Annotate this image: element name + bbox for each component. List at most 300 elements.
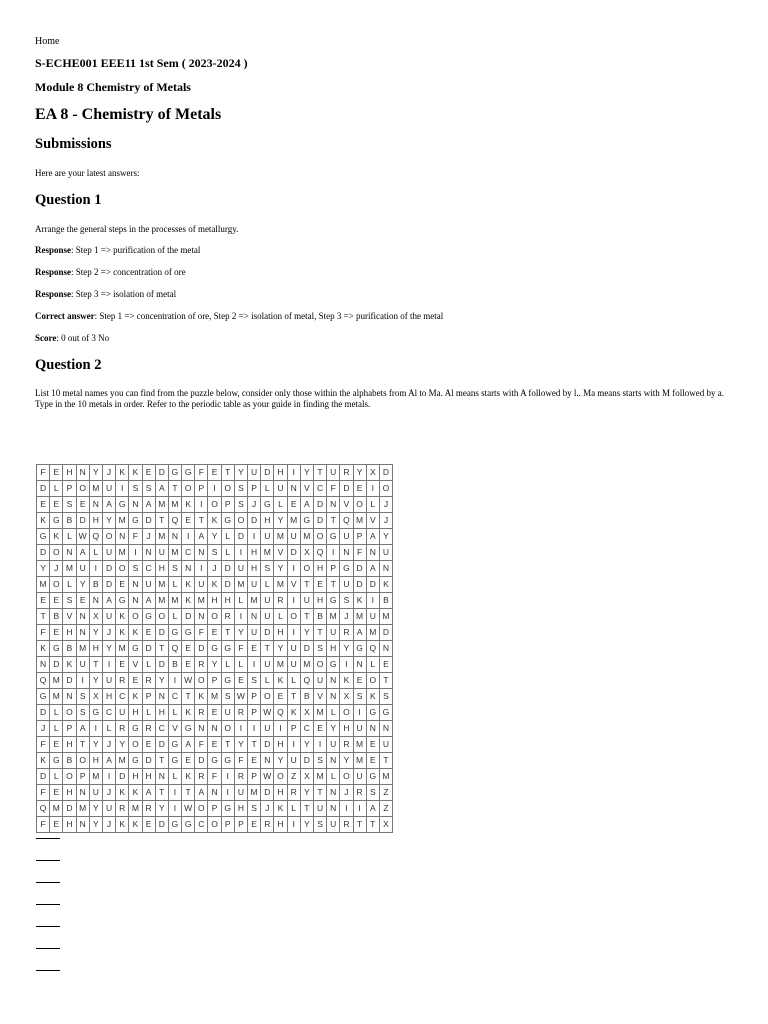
- puzzle-cell: Y: [208, 657, 221, 673]
- puzzle-cell: F: [208, 769, 221, 785]
- puzzle-cell: I: [182, 529, 195, 545]
- puzzle-cell: O: [366, 673, 379, 689]
- puzzle-cell: P: [353, 529, 366, 545]
- puzzle-cell: T: [37, 609, 50, 625]
- puzzle-cell: H: [155, 561, 168, 577]
- puzzle-cell: C: [142, 561, 155, 577]
- puzzle-cell: U: [313, 673, 326, 689]
- puzzle-cell: O: [129, 609, 142, 625]
- puzzle-cell: K: [129, 785, 142, 801]
- puzzle-cell: O: [379, 481, 392, 497]
- puzzle-cell: M: [353, 513, 366, 529]
- puzzle-cell: G: [182, 465, 195, 481]
- puzzle-cell: I: [168, 801, 181, 817]
- puzzle-cell: M: [248, 593, 261, 609]
- puzzle-cell: Y: [234, 737, 247, 753]
- puzzle-cell: L: [261, 673, 274, 689]
- puzzle-cell: I: [248, 529, 261, 545]
- puzzle-cell: T: [300, 609, 313, 625]
- puzzle-cell: D: [261, 737, 274, 753]
- answer-blank: [36, 838, 60, 839]
- puzzle-cell: G: [129, 753, 142, 769]
- puzzle-cell: N: [287, 481, 300, 497]
- puzzle-cell: O: [340, 769, 353, 785]
- puzzle-cell: K: [37, 753, 50, 769]
- puzzle-cell: Z: [379, 801, 392, 817]
- puzzle-cell: M: [366, 625, 379, 641]
- puzzle-cell: M: [353, 753, 366, 769]
- puzzle-cell: X: [89, 609, 102, 625]
- puzzle-cell: U: [102, 609, 115, 625]
- puzzle-cell: D: [37, 481, 50, 497]
- puzzle-cell: G: [129, 641, 142, 657]
- puzzle-cell: U: [102, 545, 115, 561]
- puzzle-cell: P: [208, 801, 221, 817]
- puzzle-cell: D: [366, 577, 379, 593]
- puzzle-cell: Y: [327, 721, 340, 737]
- puzzle-cell: U: [221, 705, 234, 721]
- puzzle-cell: H: [63, 625, 76, 641]
- puzzle-cell: V: [300, 481, 313, 497]
- puzzle-cell: M: [129, 801, 142, 817]
- puzzle-cell: A: [142, 497, 155, 513]
- puzzle-cell: H: [274, 465, 287, 481]
- puzzle-cell: X: [300, 705, 313, 721]
- puzzle-cell: P: [327, 561, 340, 577]
- puzzle-cell: U: [142, 577, 155, 593]
- puzzle-cell: E: [50, 465, 63, 481]
- answer-blank: [36, 970, 60, 971]
- puzzle-cell: P: [248, 705, 261, 721]
- puzzle-cell: E: [50, 817, 63, 833]
- puzzle-cell: N: [327, 497, 340, 513]
- puzzle-row: [37, 785, 393, 801]
- puzzle-cell: I: [221, 769, 234, 785]
- breadcrumb-home[interactable]: Home: [35, 36, 60, 47]
- puzzle-cell: Z: [287, 769, 300, 785]
- puzzle-cell: H: [63, 785, 76, 801]
- puzzle-cell: D: [340, 481, 353, 497]
- response-1: [35, 245, 200, 255]
- puzzle-cell: D: [155, 465, 168, 481]
- puzzle-cell: D: [37, 769, 50, 785]
- puzzle-cell: M: [50, 801, 63, 817]
- puzzle-cell: P: [248, 481, 261, 497]
- puzzle-cell: U: [327, 625, 340, 641]
- puzzle-cell: Y: [208, 529, 221, 545]
- puzzle-cell: K: [195, 689, 208, 705]
- puzzle-cell: E: [313, 577, 326, 593]
- puzzle-cell: G: [50, 641, 63, 657]
- puzzle-cell: O: [50, 577, 63, 593]
- puzzle-cell: Q: [37, 673, 50, 689]
- puzzle-cell: Z: [379, 785, 392, 801]
- puzzle-cell: T: [155, 753, 168, 769]
- puzzle-cell: K: [182, 577, 195, 593]
- puzzle-cell: A: [142, 785, 155, 801]
- puzzle-cell: D: [63, 801, 76, 817]
- response-label: Response: [35, 289, 72, 299]
- puzzle-cell: I: [129, 545, 142, 561]
- response-value: : Step 2 => concentration of ore: [71, 267, 186, 277]
- puzzle-cell: Q: [274, 705, 287, 721]
- puzzle-cell: O: [63, 705, 76, 721]
- puzzle-cell: O: [353, 497, 366, 513]
- puzzle-cell: S: [340, 593, 353, 609]
- puzzle-cell: L: [142, 657, 155, 673]
- puzzle-row: [37, 609, 393, 625]
- puzzle-cell: Q: [168, 513, 181, 529]
- puzzle-cell: M: [89, 769, 102, 785]
- puzzle-cell: K: [182, 593, 195, 609]
- puzzle-cell: U: [248, 465, 261, 481]
- puzzle-cell: R: [116, 721, 129, 737]
- puzzle-cell: H: [129, 705, 142, 721]
- puzzle-cell: O: [63, 769, 76, 785]
- puzzle-cell: M: [195, 593, 208, 609]
- puzzle-cell: S: [208, 545, 221, 561]
- puzzle-cell: E: [76, 593, 89, 609]
- puzzle-cell: L: [221, 657, 234, 673]
- puzzle-cell: V: [287, 577, 300, 593]
- puzzle-cell: D: [221, 577, 234, 593]
- puzzle-cell: H: [274, 737, 287, 753]
- puzzle-cell: A: [366, 529, 379, 545]
- puzzle-cell: O: [313, 657, 326, 673]
- puzzle-cell: I: [221, 785, 234, 801]
- puzzle-cell: A: [76, 545, 89, 561]
- puzzle-cell: Q: [300, 673, 313, 689]
- puzzle-cell: U: [76, 561, 89, 577]
- puzzle-cell: Y: [274, 513, 287, 529]
- puzzle-cell: I: [287, 817, 300, 833]
- response-2: [35, 267, 186, 277]
- puzzle-cell: M: [37, 577, 50, 593]
- puzzle-cell: N: [340, 545, 353, 561]
- puzzle-cell: F: [195, 737, 208, 753]
- puzzle-cell: J: [102, 625, 115, 641]
- puzzle-cell: G: [300, 513, 313, 529]
- correct-answer: [35, 311, 443, 321]
- puzzle-cell: P: [142, 689, 155, 705]
- puzzle-cell: N: [129, 577, 142, 593]
- puzzle-cell: U: [300, 593, 313, 609]
- puzzle-cell: N: [379, 561, 392, 577]
- puzzle-cell: N: [37, 657, 50, 673]
- puzzle-cell: M: [327, 609, 340, 625]
- puzzle-cell: O: [208, 497, 221, 513]
- puzzle-cell: U: [287, 641, 300, 657]
- puzzle-cell: F: [195, 625, 208, 641]
- puzzle-cell: R: [234, 769, 247, 785]
- puzzle-cell: K: [340, 673, 353, 689]
- puzzle-cell: G: [327, 657, 340, 673]
- puzzle-cell: E: [50, 785, 63, 801]
- puzzle-row: [37, 737, 393, 753]
- puzzle-cell: X: [366, 465, 379, 481]
- puzzle-cell: U: [195, 577, 208, 593]
- response-label: Response: [35, 245, 72, 255]
- puzzle-cell: Y: [234, 625, 247, 641]
- puzzle-cell: E: [274, 689, 287, 705]
- puzzle-row: [37, 769, 393, 785]
- question-2-text: List 10 metal names you can find from the puzzle below, consider only those within the alphabets from Al to Ma. Al means starts with A followed by l.. Ma means starts with M followed by a. Type in the 10 metals in order. Refer to the periodic table as your guide in finding the metals.: [35, 388, 725, 409]
- puzzle-cell: E: [287, 497, 300, 513]
- puzzle-cell: I: [234, 721, 247, 737]
- puzzle-cell: M: [50, 673, 63, 689]
- puzzle-cell: E: [182, 513, 195, 529]
- puzzle-cell: N: [89, 593, 102, 609]
- puzzle-cell: F: [327, 481, 340, 497]
- puzzle-cell: E: [142, 817, 155, 833]
- puzzle-cell: H: [261, 513, 274, 529]
- puzzle-cell: E: [182, 657, 195, 673]
- puzzle-cell: D: [313, 513, 326, 529]
- puzzle-cell: N: [327, 689, 340, 705]
- puzzle-cell: N: [353, 657, 366, 673]
- answer-blank: [36, 904, 60, 905]
- puzzle-cell: O: [50, 545, 63, 561]
- submissions-heading: Submissions: [35, 136, 112, 152]
- puzzle-cell: D: [261, 465, 274, 481]
- puzzle-cell: O: [274, 769, 287, 785]
- puzzle-cell: G: [168, 737, 181, 753]
- puzzle-cell: U: [287, 657, 300, 673]
- puzzle-cell: J: [102, 737, 115, 753]
- puzzle-cell: Y: [89, 673, 102, 689]
- puzzle-cell: U: [274, 481, 287, 497]
- puzzle-cell: N: [261, 753, 274, 769]
- puzzle-cell: K: [208, 513, 221, 529]
- puzzle-cell: G: [366, 705, 379, 721]
- puzzle-cell: K: [116, 625, 129, 641]
- puzzle-cell: P: [63, 481, 76, 497]
- puzzle-cell: T: [182, 689, 195, 705]
- puzzle-cell: I: [340, 657, 353, 673]
- question-1-heading: Question 1: [35, 192, 102, 208]
- puzzle-cell: R: [195, 705, 208, 721]
- puzzle-cell: E: [248, 817, 261, 833]
- puzzle-cell: O: [76, 481, 89, 497]
- puzzle-row: [37, 513, 393, 529]
- puzzle-cell: U: [261, 593, 274, 609]
- puzzle-cell: I: [168, 785, 181, 801]
- puzzle-cell: U: [379, 545, 392, 561]
- puzzle-cell: F: [37, 817, 50, 833]
- puzzle-row: [37, 817, 393, 833]
- puzzle-cell: K: [129, 625, 142, 641]
- puzzle-cell: E: [208, 737, 221, 753]
- puzzle-cell: N: [168, 529, 181, 545]
- puzzle-cell: Y: [300, 817, 313, 833]
- puzzle-cell: M: [116, 545, 129, 561]
- puzzle-cell: S: [353, 689, 366, 705]
- puzzle-cell: E: [182, 641, 195, 657]
- puzzle-cell: U: [89, 785, 102, 801]
- puzzle-cell: M: [155, 497, 168, 513]
- puzzle-cell: S: [63, 593, 76, 609]
- puzzle-cell: X: [89, 689, 102, 705]
- puzzle-cell: V: [274, 545, 287, 561]
- puzzle-cell: U: [234, 785, 247, 801]
- puzzle-cell: G: [379, 705, 392, 721]
- puzzle-cell: D: [353, 561, 366, 577]
- puzzle-cell: J: [208, 561, 221, 577]
- puzzle-cell: H: [274, 625, 287, 641]
- puzzle-cell: S: [248, 801, 261, 817]
- puzzle-cell: I: [287, 593, 300, 609]
- puzzle-cell: D: [142, 513, 155, 529]
- puzzle-cell: K: [182, 497, 195, 513]
- puzzle-cell: M: [116, 753, 129, 769]
- puzzle-cell: E: [234, 673, 247, 689]
- puzzle-cell: X: [300, 545, 313, 561]
- puzzle-cell: B: [168, 657, 181, 673]
- puzzle-cell: J: [102, 817, 115, 833]
- puzzle-cell: T: [261, 641, 274, 657]
- puzzle-cell: L: [327, 705, 340, 721]
- puzzle-cell: L: [234, 657, 247, 673]
- puzzle-cell: E: [50, 497, 63, 513]
- puzzle-cell: U: [248, 577, 261, 593]
- puzzle-cell: N: [76, 817, 89, 833]
- puzzle-cell: O: [287, 609, 300, 625]
- puzzle-cell: R: [340, 817, 353, 833]
- puzzle-cell: R: [274, 593, 287, 609]
- puzzle-cell: Y: [102, 513, 115, 529]
- puzzle-cell: J: [379, 513, 392, 529]
- puzzle-cell: M: [287, 513, 300, 529]
- puzzle-cell: L: [168, 705, 181, 721]
- word-search-puzzle: [36, 464, 393, 833]
- puzzle-cell: B: [89, 577, 102, 593]
- puzzle-cell: B: [300, 689, 313, 705]
- puzzle-cell: M: [155, 593, 168, 609]
- puzzle-cell: S: [379, 689, 392, 705]
- puzzle-cell: D: [50, 657, 63, 673]
- puzzle-cell: H: [89, 513, 102, 529]
- puzzle-cell: L: [89, 545, 102, 561]
- puzzle-cell: M: [234, 577, 247, 593]
- puzzle-cell: T: [182, 785, 195, 801]
- puzzle-cell: N: [379, 721, 392, 737]
- puzzle-cell: Y: [155, 673, 168, 689]
- puzzle-row: [37, 753, 393, 769]
- puzzle-cell: M: [300, 657, 313, 673]
- module-title: Module 8 Chemistry of Metals: [35, 80, 191, 94]
- puzzle-cell: E: [50, 593, 63, 609]
- puzzle-cell: K: [182, 705, 195, 721]
- puzzle-cell: K: [274, 673, 287, 689]
- puzzle-cell: J: [37, 721, 50, 737]
- puzzle-cell: C: [155, 721, 168, 737]
- puzzle-row: [37, 721, 393, 737]
- puzzle-cell: V: [366, 513, 379, 529]
- puzzle-cell: D: [37, 545, 50, 561]
- puzzle-cell: A: [76, 721, 89, 737]
- puzzle-cell: N: [195, 609, 208, 625]
- puzzle-cell: T: [89, 657, 102, 673]
- puzzle-cell: E: [379, 657, 392, 673]
- puzzle-cell: U: [353, 721, 366, 737]
- puzzle-cell: S: [168, 561, 181, 577]
- puzzle-cell: M: [208, 689, 221, 705]
- puzzle-cell: M: [89, 481, 102, 497]
- puzzle-cell: N: [366, 721, 379, 737]
- puzzle-cell: M: [76, 801, 89, 817]
- puzzle-cell: J: [340, 609, 353, 625]
- puzzle-cell: T: [155, 641, 168, 657]
- puzzle-cell: E: [366, 737, 379, 753]
- puzzle-cell: C: [195, 817, 208, 833]
- puzzle-cell: Y: [300, 465, 313, 481]
- puzzle-cell: N: [76, 625, 89, 641]
- puzzle-cell: W: [234, 689, 247, 705]
- puzzle-cell: M: [274, 577, 287, 593]
- puzzle-cell: F: [37, 785, 50, 801]
- puzzle-row: [37, 561, 393, 577]
- puzzle-cell: S: [313, 753, 326, 769]
- puzzle-cell: P: [234, 817, 247, 833]
- puzzle-cell: F: [37, 625, 50, 641]
- puzzle-cell: G: [168, 465, 181, 481]
- puzzle-cell: E: [248, 641, 261, 657]
- puzzle-cell: W: [182, 673, 195, 689]
- puzzle-cell: P: [208, 673, 221, 689]
- puzzle-cell: H: [327, 641, 340, 657]
- puzzle-cell: E: [116, 657, 129, 673]
- puzzle-cell: U: [102, 481, 115, 497]
- puzzle-row: [37, 641, 393, 657]
- puzzle-cell: O: [313, 529, 326, 545]
- puzzle-cell: A: [142, 593, 155, 609]
- puzzle-cell: Y: [102, 641, 115, 657]
- puzzle-cell: L: [63, 577, 76, 593]
- puzzle-cell: H: [89, 641, 102, 657]
- puzzle-cell: L: [366, 657, 379, 673]
- puzzle-cell: U: [327, 737, 340, 753]
- puzzle-cell: K: [129, 689, 142, 705]
- puzzle-cell: I: [287, 561, 300, 577]
- puzzle-cell: T: [313, 465, 326, 481]
- answer-blanks: [36, 838, 60, 992]
- puzzle-cell: L: [221, 529, 234, 545]
- puzzle-cell: S: [234, 481, 247, 497]
- puzzle-cell: T: [155, 513, 168, 529]
- puzzle-cell: L: [234, 593, 247, 609]
- puzzle-cell: I: [287, 465, 300, 481]
- puzzle-cell: M: [261, 545, 274, 561]
- puzzle-cell: K: [37, 513, 50, 529]
- puzzle-cell: T: [300, 801, 313, 817]
- puzzle-cell: M: [155, 577, 168, 593]
- puzzle-cell: K: [116, 817, 129, 833]
- puzzle-cell: Q: [366, 641, 379, 657]
- puzzle-cell: D: [261, 625, 274, 641]
- puzzle-cell: H: [340, 721, 353, 737]
- response-value: : Step 3 => isolation of metal: [71, 289, 177, 299]
- puzzle-cell: O: [300, 561, 313, 577]
- puzzle-cell: Y: [155, 801, 168, 817]
- puzzle-cell: I: [116, 481, 129, 497]
- puzzle-cell: L: [274, 497, 287, 513]
- puzzle-cell: I: [195, 497, 208, 513]
- answer-blank: [36, 882, 60, 883]
- puzzle-cell: J: [102, 465, 115, 481]
- puzzle-cell: F: [195, 465, 208, 481]
- puzzle-cell: G: [50, 513, 63, 529]
- puzzle-cell: H: [155, 705, 168, 721]
